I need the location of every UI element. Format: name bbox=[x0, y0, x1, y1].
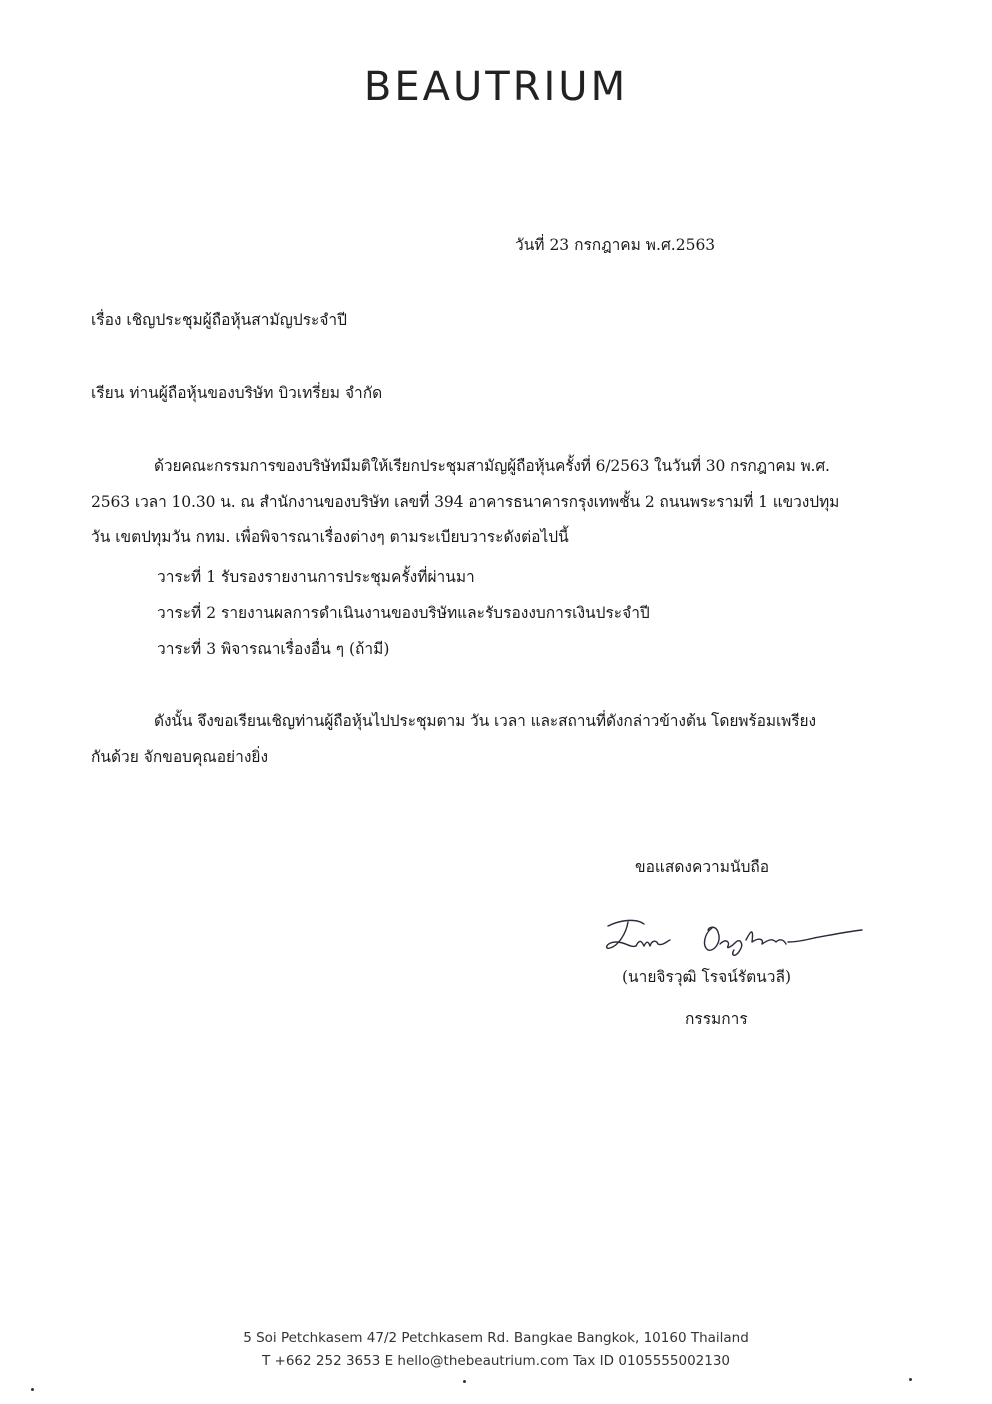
paragraph-2-line-2: กันด้วย จักขอบคุณอย่างยิ่ง bbox=[91, 748, 269, 766]
scan-speck bbox=[463, 1380, 466, 1383]
letter-recipient: เรียน ท่านผู้ถือหุ้นของบริษัท บิวเทรี่ยม จำกัด bbox=[91, 384, 383, 402]
signer-name: (นายจิรวุฒิ โรจน์รัตนวลี) bbox=[622, 968, 792, 986]
closing-phrase: ขอแสดงความนับถือ bbox=[635, 858, 770, 876]
paragraph-1-line-1: ด้วยคณะกรรมการของบริษัทมีมติให้เรียกประชุมสามัญผู้ถือหุ้นครั้งที่ 6/2563 ในวันที่ 30 กรกฎาคม พ.ศ. bbox=[154, 457, 830, 475]
agenda-item-3: วาระที่ 3 พิจารณาเรื่องอื่น ๆ (ถ้ามี) bbox=[157, 640, 390, 658]
paragraph-1-line-3: วัน เขตปทุมวัน กทม. เพื่อพิจารณาเรื่องต่างๆ ตามระเบียบวาระดังต่อไปนี้ bbox=[91, 528, 569, 546]
agenda-item-2: วาระที่ 2 รายงานผลการดำเนินงานของบริษัทและรับรองงบการเงินประจำปี bbox=[157, 604, 650, 622]
company-logo: BEAUTRIUM bbox=[363, 64, 629, 110]
signer-title: กรรมการ bbox=[685, 1010, 748, 1028]
paragraph-2-line-1: ดังนั้น จึงขอเรียนเชิญท่านผู้ถือหุ้นไปประชุมตาม วัน เวลา และสถานที่ดังกล่าวข้างต้น โดยพร้อมเพรียง bbox=[154, 712, 816, 730]
paragraph-1-line-2: 2563 เวลา 10.30 น. ณ สำนักงานของบริษัท เลขที่ 394 อาคารธนาคารกรุงเทพชั้น 2 ถนนพระรามที่ 1 แขวงปทุม bbox=[91, 493, 840, 511]
scan-speck bbox=[31, 1388, 34, 1391]
scan-speck bbox=[909, 1378, 912, 1381]
letter-date: วันที่ 23 กรกฎาคม พ.ศ.2563 bbox=[515, 236, 716, 254]
letter-subject: เรื่อง เชิญประชุมผู้ถือหุ้นสามัญประจำปี bbox=[91, 311, 347, 329]
footer-address: 5 Soi Petchkasem 47/2 Petchkasem Rd. Bangkae Bangkok, 10160 Thailand bbox=[243, 1330, 749, 1346]
agenda-item-1: วาระที่ 1 รับรองรายงานการประชุมครั้งที่ผ่านมา bbox=[157, 568, 475, 586]
footer-contact: T +662 252 3653 E hello@thebeautrium.com Tax ID 0105555002130 bbox=[261, 1353, 731, 1369]
